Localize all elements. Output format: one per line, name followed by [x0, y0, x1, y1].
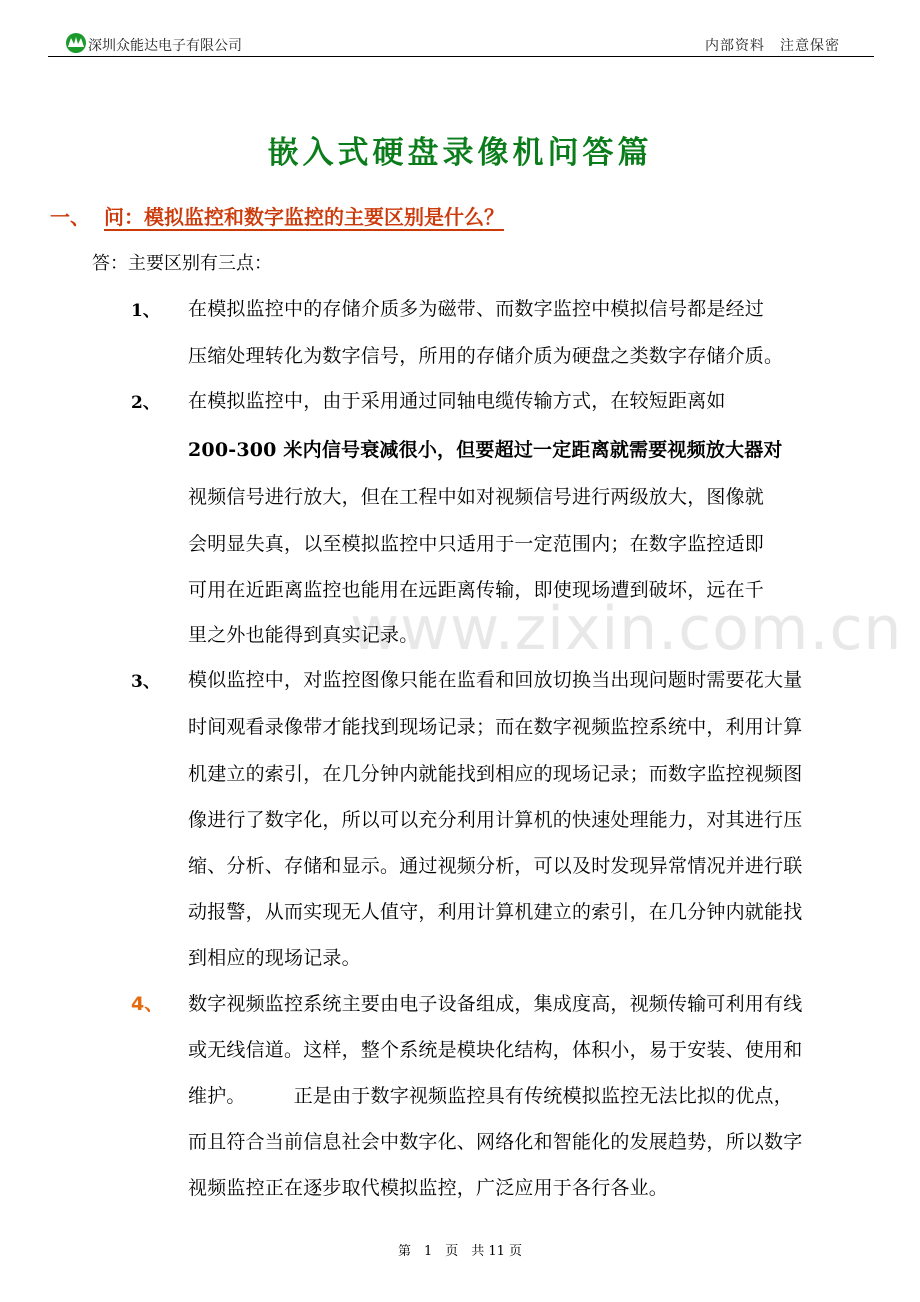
question-heading: [50, 201, 504, 230]
item-line: 时间观看录像带才能找到现场记录；而在数字视频监控系统中，利用计算: [188, 716, 803, 738]
question-number: 一、: [50, 205, 90, 229]
item-line: 里之外也能得到真实记录。: [188, 624, 419, 646]
item-number: 1、: [131, 301, 160, 321]
page-footer: 第 1 页 共 11 页: [397, 1244, 523, 1259]
item-number: 3、: [131, 672, 160, 692]
item-line: 像进行了数字化，所以可以充分利用计算机的快速处理能力，对其进行压: [188, 809, 803, 831]
watermark: www.zixin.com.cn: [350, 594, 903, 664]
item-line: 会明显失真，以至模拟监控中只适用于一定范围内；在数字监控适即: [188, 533, 765, 555]
company-name: 深圳众能达电子有限公司: [88, 38, 242, 54]
item-line: 机建立的索引，在几分钟内就能找到相应的现场记录；而数字监控视频图: [188, 763, 803, 785]
item-line: 可用在近距离监控也能用在远距离传输，即使现场遭到破坏，远在千: [188, 579, 765, 601]
answer-lead: 答：主要区别有三点：: [92, 253, 272, 274]
confidential-notice: 内部资料 注意保密: [705, 38, 840, 54]
item-line: 动报警，从而实现无人值守，利用计算机建立的索引，在几分钟内就能找: [188, 901, 803, 923]
item-line: 或无线信道。这样，整个系统是模块化结构，体积小，易于安装、使用和: [188, 1039, 803, 1061]
item-line: 视频监控正在逐步取代模拟监控，广泛应用于各行各业。: [188, 1177, 669, 1199]
document-title: 嵌入式硬盘录像机问答篇: [267, 135, 653, 171]
item-line: 缩、分析、存储和显示。通过视频分析，可以及时发现异常情况并进行联: [188, 855, 803, 877]
item-line: 在模拟监控中的存储介质多为磁带、而数字监控中模拟信号都是经过: [188, 298, 765, 320]
item-number: 4、: [131, 993, 164, 1015]
item-line: 在模拟监控中，由于采用通过同轴电缆传输方式，在较短距离如: [188, 390, 726, 412]
page-header: [48, 30, 874, 57]
item-line-text: 200-300 米内信号衰减很小，但要超过一定距离就需要视频放大器对: [188, 439, 783, 461]
item-number: 2、: [131, 393, 160, 413]
item-line: 而且符合当前信息社会中数字化、网络化和智能化的发展趋势，所以数字: [188, 1131, 803, 1153]
item-line: 数字视频监控系统主要由电子设备组成，集成度高，视频传输可利用有线: [188, 993, 803, 1015]
item-line: 到相应的现场记录。: [188, 947, 361, 969]
item-line: [188, 435, 783, 462]
question-text: 问：模拟监控和数字监控的主要区别是什么？: [104, 205, 504, 229]
company-logo-icon: [64, 32, 88, 54]
item-line: 视频信号进行放大，但在工程中如对视频信号进行两级放大，图像就: [188, 486, 765, 508]
item-line: 压缩处理转化为数字信号，所用的存储介质为硬盘之类数字存储介质。: [188, 345, 784, 367]
item-line: 维护。 正是由于数字视频监控具有传统模拟监控无法比拟的优点，: [188, 1085, 793, 1107]
item-line: 模似监控中，对监控图像只能在监看和回放切换当出现问题时需要花大量: [188, 669, 803, 691]
